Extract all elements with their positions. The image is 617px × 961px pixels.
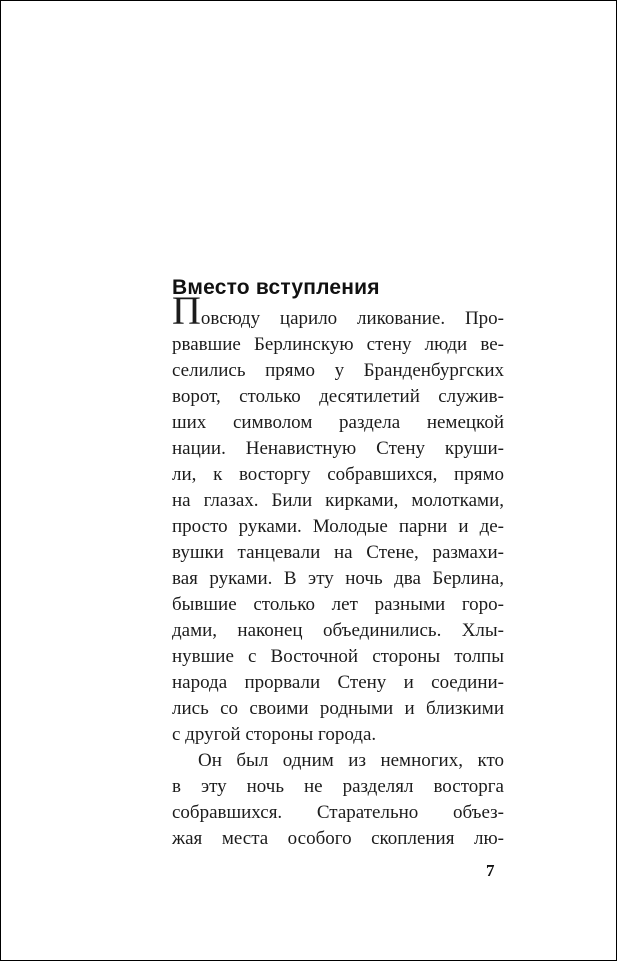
chapter-heading: Вместо вступления — [172, 276, 380, 300]
text-line: рвавшие Берлинскую стену люди ве- — [172, 334, 504, 355]
drop-cap: П — [172, 288, 201, 333]
text-line: народа прорвали Стену и соедини- — [172, 672, 504, 693]
text-line: собравшихся. Старательно объез- — [172, 802, 504, 823]
page-number: 7 — [486, 861, 495, 880]
text-line: Он был одним из немногих, кто — [198, 750, 504, 771]
text-line: лись со своими родными и близкими — [172, 698, 504, 719]
text-line: вушки танцевали на Стене, размахи- — [172, 542, 504, 563]
text-line: на глазах. Били кирками, молотками, — [172, 490, 504, 511]
text-line: ворот, столько десятилетий служив- — [172, 386, 504, 407]
text-line-content: овсюду царило ликование. Про- — [200, 308, 504, 329]
text-line: бывшие столько лет разными горо- — [172, 594, 504, 615]
text-line: с другой стороны города. — [172, 724, 377, 745]
text-line: ших символом раздела немецкой — [172, 412, 504, 433]
text-line: вая руками. В эту ночь два Берлина, — [172, 568, 504, 589]
text-line: дами, наконец объединились. Хлы- — [172, 620, 504, 641]
text-line: селились прямо у Бранденбургских — [172, 360, 504, 381]
text-line: ли, к восторгу собравшихся, прямо — [172, 464, 504, 485]
text-line: просто руками. Молодые парни и де- — [172, 516, 504, 537]
text-line: нувшие с Восточной стороны толпы — [172, 646, 504, 667]
text-line: жая места особого скопления лю- — [172, 828, 504, 849]
text-line: в эту ночь не разделял восторга — [172, 776, 504, 797]
text-line: нации. Ненавистную Стену круши- — [172, 438, 504, 459]
